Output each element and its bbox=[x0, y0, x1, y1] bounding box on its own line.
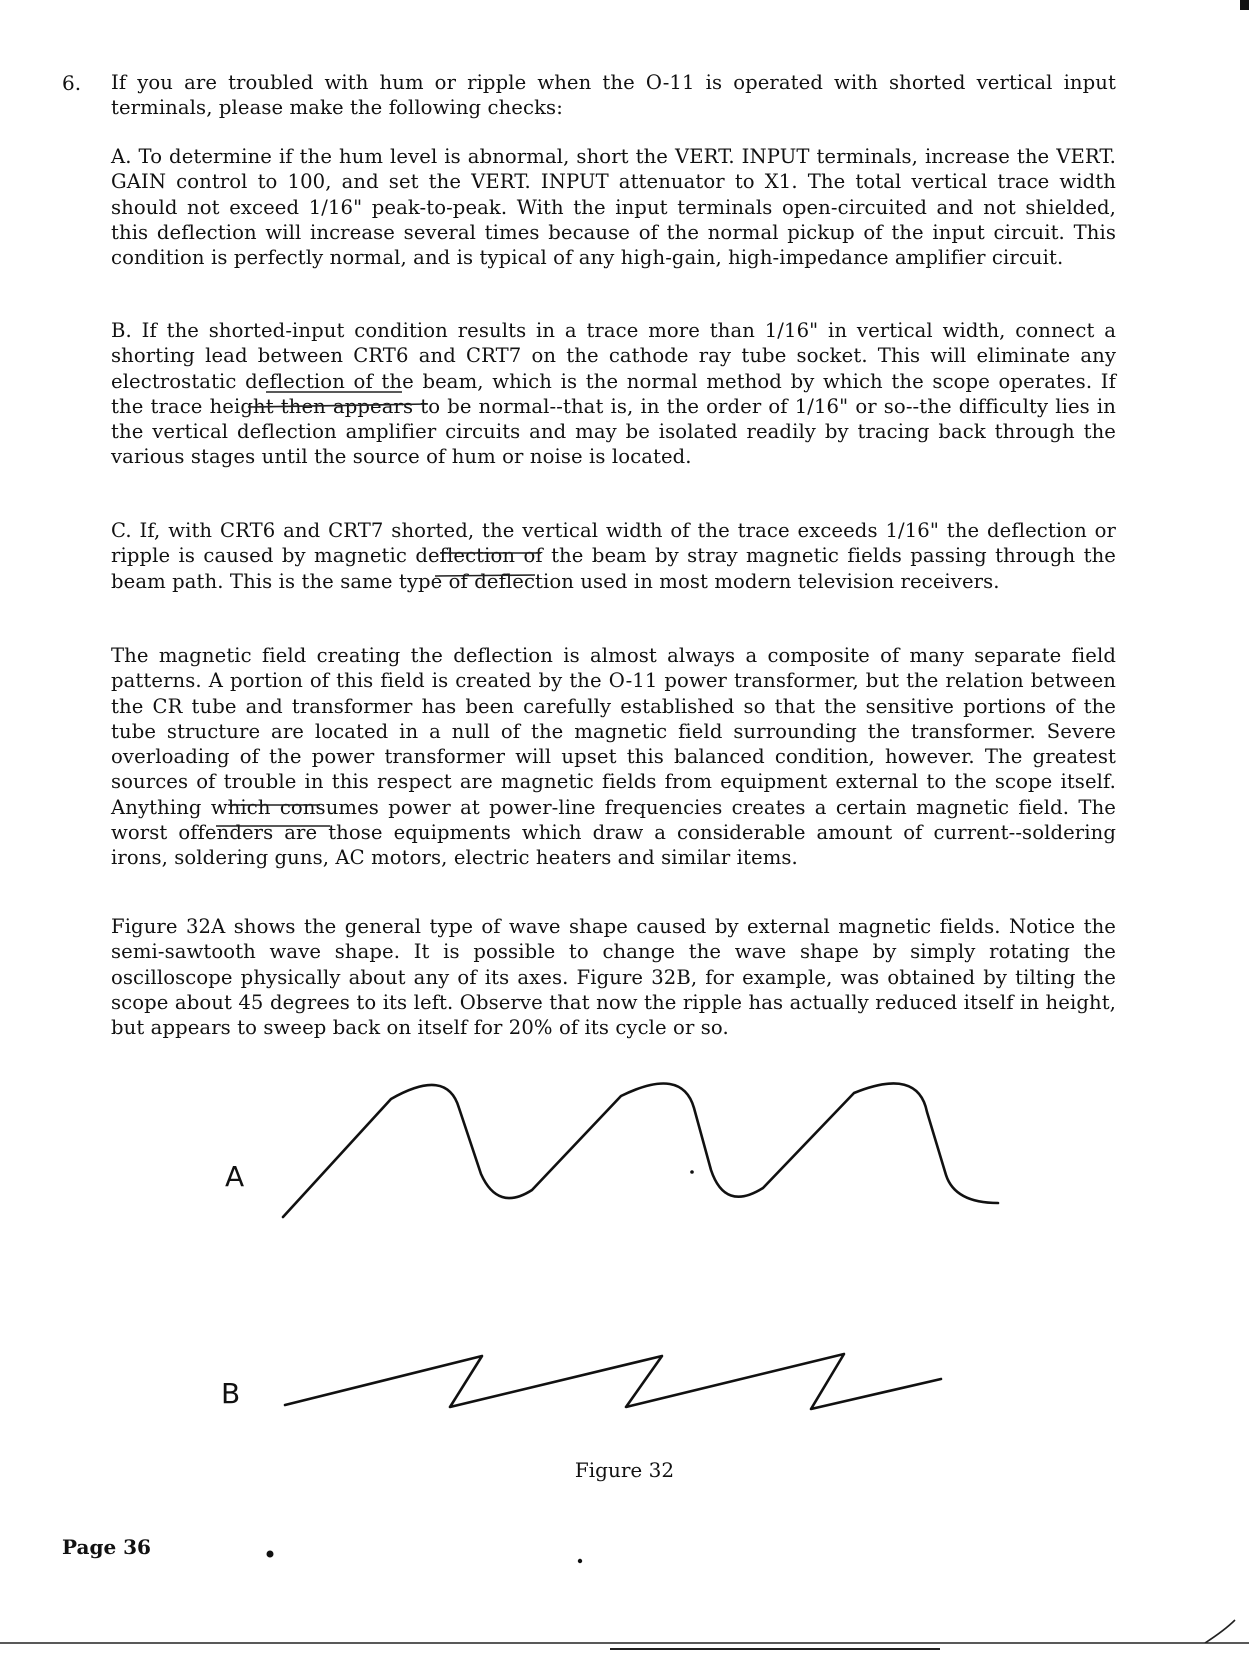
scan-specks bbox=[267, 0, 1249, 1563]
figure-description-paragraph: Figure 32A shows the general type of wave shape caused by external magnetic fields. Notice the semi-sawtooth wave shape. It is possible to change the wave shape by simply rotating the oscilloscope physically about any of its axes. Figure 32B, for example, was obtained by tilting the scope about 45 degrees to its left. Observe that now the ripple has actually reduced itself in height, but appears to sweep back on itself for 20% of its cycle or so. bbox=[111, 915, 1116, 1040]
check-b-paragraph: B. If the shorted-input condition results in a trace more than 1/16" in vertical width, connect a shorting lead between CRT6 and CRT7 on the cathode ray tube socket. This will eliminate any electrostatic deflection of the beam, which is the normal method by which the scope operates. If the trace height then appears to be normal--that is, in the order of 1/16" or so--the difficulty lies in the vertical deflection amplifier circuits and may be isolated readily by tracing back through the various stages until the source of hum or noise is located. bbox=[111, 319, 1116, 469]
intro-paragraph: If you are troubled with hum or ripple when the O-11 is operated with shorted vertical input terminals, please make the following checks: bbox=[111, 71, 1116, 120]
figure-caption: Figure 32 bbox=[574, 1458, 675, 1482]
check-c-paragraph: C. If, with CRT6 and CRT7 shorted, the vertical width of the trace exceeds 1/16" the deflection or ripple is caused by magnetic deflection of the beam by stray magnetic fields passing through the beam path. This is the same type of deflection used in most modern television receivers. bbox=[111, 519, 1116, 593]
annotation-marks bbox=[216, 392, 541, 826]
check-a-paragraph: A. To determine if the hum level is abnormal, short the VERT. INPUT terminals, increase the VERT. GAIN control to 100, and set the VERT. INPUT attenuator to X1. The total vertical trace width should not exceed 1/16" peak-to-peak. With the input terminals open-circuited and not shielded, this deflection will increase several times because of the normal pickup of the input circuit. This condition is perfectly normal, and is typical of any high-gain, high-impedance amplifier circuit. bbox=[111, 145, 1116, 270]
overline-scope-operates bbox=[248, 404, 428, 407]
corner-curl bbox=[1205, 1620, 1235, 1643]
figure-label-b: B bbox=[221, 1377, 241, 1410]
figure-label-a: A bbox=[225, 1160, 245, 1193]
speck bbox=[578, 1559, 582, 1563]
speck bbox=[267, 1551, 274, 1558]
waveform-a-trace bbox=[283, 1083, 998, 1217]
corner-mark bbox=[1240, 0, 1249, 10]
waveform-b-trace bbox=[285, 1354, 941, 1409]
overline-this-is-the bbox=[435, 575, 535, 576]
scan-edge-lines bbox=[0, 1620, 1249, 1649]
item-number: 6. bbox=[62, 71, 82, 95]
magnetic-field-paragraph: The magnetic field creating the deflection is almost always a composite of many separate field patterns. A portion of this field is created by the O-11 power transformer, but the relation between the CR tube and transformer has been carefully established so that the sensitive portions of the tube structure are located in a null of the magnetic field surrounding the transformer. Severe overloading of the power transformer will upset this balanced condition, however. The greatest sources of trouble in this respect are magnetic fields from equipment external to the scope itself. Anything which consumes power at power-line frequencies creates a certain magnetic field. The worst offenders are those equipments which draw a considerable amount of current--soldering irons, soldering guns, AC motors, electric heaters and similar items. bbox=[111, 644, 1116, 870]
page-number: Page 36 bbox=[62, 1535, 151, 1559]
speck bbox=[690, 1170, 694, 1174]
